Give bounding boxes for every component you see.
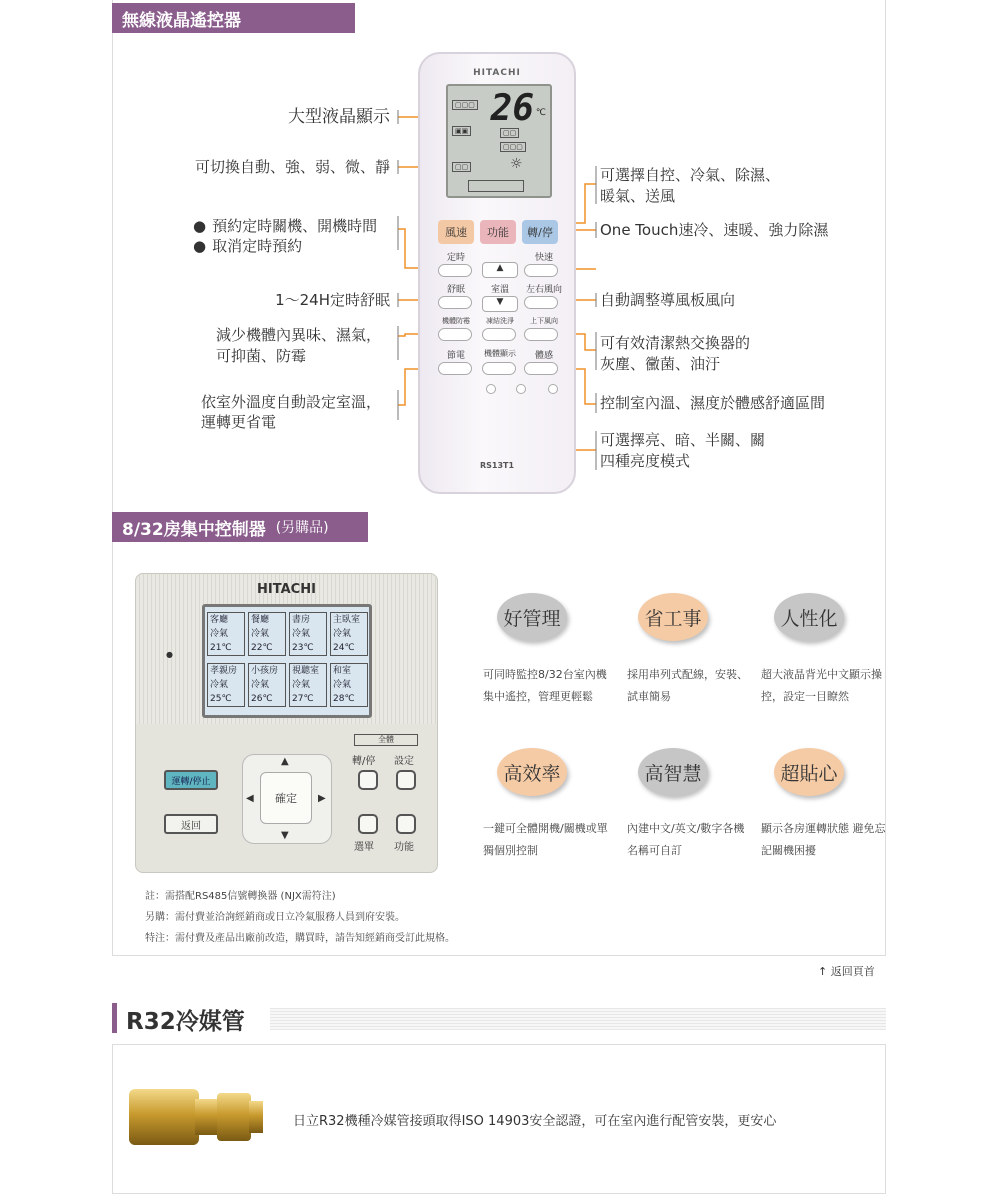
room-mode: 冷氣 xyxy=(251,629,270,639)
header-stripe xyxy=(270,1008,886,1030)
feature-title: 高智慧 xyxy=(644,762,702,785)
room-cell xyxy=(248,663,286,707)
room-cell xyxy=(330,663,368,707)
section-title-text: 無線液晶遙控器 xyxy=(122,10,241,31)
room-mode: 冷氣 xyxy=(210,629,229,639)
feature-circle xyxy=(497,593,567,641)
lcd-icon: ▢▢▢ xyxy=(452,100,478,110)
function-button[interactable] xyxy=(480,220,516,244)
setting-label: 設定 xyxy=(394,756,414,767)
ok-button[interactable] xyxy=(260,772,312,824)
remote-lcd xyxy=(446,84,552,198)
room-name: 書房 xyxy=(292,615,311,625)
func-button[interactable] xyxy=(396,814,416,834)
run-stop-label: 運轉/停止 xyxy=(171,776,211,787)
label-louver: 自動調整導風板風向 xyxy=(600,291,736,309)
room-temp-label: 室溫 xyxy=(490,285,509,295)
wash-label: 凍結洗淨 xyxy=(486,317,514,325)
room-cell xyxy=(330,612,368,656)
all-indicator xyxy=(354,734,418,746)
central-controller xyxy=(135,573,438,873)
feature-circle xyxy=(774,748,844,796)
feature-circle xyxy=(497,748,567,796)
on-off-label: 轉/停 xyxy=(527,226,553,239)
save-label: 節電 xyxy=(446,351,465,361)
label-display-2: 四種亮度模式 xyxy=(600,452,691,470)
quick-label: 快速 xyxy=(534,253,553,263)
on-off-button[interactable] xyxy=(522,220,558,244)
feature-desc: 超大液晶背光中文顯示操控，設定一目瞭然 xyxy=(761,668,882,703)
back-to-top-label: 返回頁首 xyxy=(830,965,875,978)
back-to-top-link[interactable] xyxy=(818,963,875,979)
onoff-button[interactable] xyxy=(358,770,378,790)
room-temp: 26℃ xyxy=(251,694,273,704)
room-cell xyxy=(248,612,286,656)
room-name: 餐廳 xyxy=(251,615,270,625)
label-sleep: 1〜24H定時舒眠 xyxy=(275,291,390,309)
ud-louver-label: 上下風向 xyxy=(530,317,558,325)
arrow-up-icon: ↑ xyxy=(818,965,831,978)
mold-label: 機體防霉 xyxy=(442,317,470,325)
label-display-1: 可選擇亮、暗、半關、關 xyxy=(600,431,766,449)
menu-button[interactable] xyxy=(358,814,378,834)
room-temp: 27℃ xyxy=(292,694,314,704)
brass-fitting-image xyxy=(123,1075,273,1155)
section-controller-title xyxy=(112,512,368,542)
remote-control xyxy=(418,52,576,494)
sleep-label: 舒眠 xyxy=(446,285,465,295)
mold-button[interactable] xyxy=(438,328,472,341)
fan-speed-label: 風速 xyxy=(445,226,467,239)
room-temp: 22℃ xyxy=(251,643,273,653)
note-line: 特注：需付費及產品出廠前改造，購買時，請告知經銷商受訂此規格。 xyxy=(145,933,455,944)
label-mold-1: 減少機體內異味、濕氣， xyxy=(216,326,382,344)
room-name: 視聽室 xyxy=(292,666,320,676)
setting-button[interactable] xyxy=(396,770,416,790)
room-temp: 24℃ xyxy=(333,643,355,653)
timer-label: 定時 xyxy=(446,253,465,263)
run-stop-button[interactable] xyxy=(164,770,218,790)
sleep-button[interactable] xyxy=(438,296,472,309)
room-mode: 冷氣 xyxy=(292,629,311,639)
onoff-label: 轉/停 xyxy=(352,756,376,767)
lcd-unit: ℃ xyxy=(535,108,546,118)
room-temp: 21℃ xyxy=(210,643,232,653)
r32-description: 日立R32機種冷媒管接頭取得ISO 14903安全認證，可在室內進行配管安裝，更安心 xyxy=(293,1114,777,1129)
r32-section-header xyxy=(112,1003,886,1033)
wash-button[interactable] xyxy=(482,328,516,341)
room-temp: 28℃ xyxy=(333,694,355,704)
r32-title: R32冷媒管 xyxy=(126,1009,245,1035)
room-name: 孝親房 xyxy=(210,666,238,676)
sun-icon: ☼ xyxy=(510,156,523,172)
feature-title: 好管理 xyxy=(503,607,561,630)
section-subtitle: (另購品) xyxy=(275,520,329,536)
room-mode: 冷氣 xyxy=(251,680,270,690)
room-name: 客廳 xyxy=(210,615,229,625)
label-mode-2: 暖氣、送風 xyxy=(600,187,676,205)
section-title-text: 8/32房集中控制器 xyxy=(122,519,266,540)
small-round-button[interactable] xyxy=(516,384,526,394)
menu-label: 選單 xyxy=(354,842,374,853)
timer-button[interactable] xyxy=(438,264,472,277)
room-cell xyxy=(207,663,245,707)
all-label: 全體 xyxy=(378,735,394,744)
section-bar xyxy=(112,1003,117,1033)
display-label: 機體顯示 xyxy=(484,349,516,358)
feature-desc: 採用串列式配線，安裝、試車簡易 xyxy=(627,668,748,703)
feature-circle xyxy=(638,748,708,796)
sense-button[interactable] xyxy=(524,362,558,375)
label-mold-2: 可抑菌、防霉 xyxy=(216,347,307,365)
lcd-icon: ▢▢▢ xyxy=(500,142,526,152)
up-arrow-icon[interactable]: ▲ xyxy=(281,756,289,767)
label-wash-1: 可有效清潔熱交換器的 xyxy=(600,334,751,352)
display-button[interactable] xyxy=(482,362,516,375)
room-cell xyxy=(289,612,327,656)
room-cell xyxy=(289,663,327,707)
feature-circle xyxy=(638,593,708,641)
room-temp: 25℃ xyxy=(210,694,232,704)
label-timer-2: ● 取消定時預約 xyxy=(193,236,302,257)
room-mode: 冷氣 xyxy=(210,680,229,690)
label-mode-1: 可選擇自控、冷氣、除濕、 xyxy=(600,166,781,184)
room-mode: 冷氣 xyxy=(333,629,352,639)
room-name: 和室 xyxy=(333,666,352,676)
room-name: 主臥室 xyxy=(333,615,361,625)
r32-pipe-box xyxy=(112,1044,886,1194)
feature-title: 省工事 xyxy=(644,607,702,630)
feature-title: 超貼心 xyxy=(780,762,838,785)
room-mode: 冷氣 xyxy=(292,680,311,690)
feature-circle xyxy=(774,593,844,641)
fan-speed-button[interactable] xyxy=(438,220,474,244)
left-arrow-icon[interactable]: ◀ xyxy=(246,793,254,804)
lcd-temperature: 26 xyxy=(490,88,534,129)
ud-louver-button[interactable] xyxy=(524,328,558,341)
controller-screen xyxy=(202,604,372,718)
feature-desc: 可同時監控8/32台室內機 集中遙控，管理更輕鬆 xyxy=(483,668,607,703)
label-one-touch: One Touch速冷、速暖、強力除濕 xyxy=(600,221,829,239)
room-mode: 冷氣 xyxy=(333,680,352,690)
room-name: 小孩房 xyxy=(251,666,279,676)
ok-label: 確定 xyxy=(275,792,297,805)
down-arrow-button[interactable]: ▼ xyxy=(482,296,518,312)
sense-label: 體感 xyxy=(534,351,553,361)
room-temp: 23℃ xyxy=(292,643,314,653)
lcd-icon: ▢▢ xyxy=(500,128,519,138)
lr-louver-button[interactable] xyxy=(524,296,558,309)
label-fan: 可切換自動、強、弱、微、靜 xyxy=(194,158,390,176)
small-round-button[interactable] xyxy=(548,384,558,394)
func-label: 功能 xyxy=(394,842,414,853)
label-timer-1: ● 預約定時關機、開機時間 xyxy=(193,216,377,237)
quick-button[interactable] xyxy=(524,264,558,277)
feature-desc: 內建中文/英文/數字各機名稱可自訂 xyxy=(627,822,745,857)
right-arrow-icon[interactable]: ▶ xyxy=(318,793,326,804)
note-line: 註：需搭配RS485信號轉換器 (NJX需符注) xyxy=(145,891,336,902)
lcd-icon: ▣▣ xyxy=(452,126,471,136)
small-round-button[interactable] xyxy=(486,384,496,394)
lcd-icon: ▢▢ xyxy=(452,162,471,172)
feature-desc: 一鍵可全體開機/關機或單獨個別控制 xyxy=(483,822,608,857)
remote-model: RS13T1 xyxy=(479,461,515,470)
label-save-2: 運轉更省電 xyxy=(201,413,277,431)
down-arrow-icon[interactable]: ▼ xyxy=(281,830,289,841)
lr-louver-label: 左右風向 xyxy=(525,285,562,295)
note-line: 另購：需付費並洽詢經銷商或日立冷氣服務人員到府安裝。 xyxy=(145,912,405,923)
lcd-icon xyxy=(468,180,524,192)
indicator-dot-icon: ● xyxy=(166,650,173,659)
label-lcd: 大型液晶顯示 xyxy=(288,107,390,127)
function-label: 功能 xyxy=(487,226,509,239)
remote-brand: HITACHI xyxy=(473,68,521,78)
feature-desc: 顯示各房運轉狀態 避免忘記關機困擾 xyxy=(761,822,886,857)
feature-title: 人性化 xyxy=(780,607,838,630)
back-label: 返回 xyxy=(181,820,201,832)
label-save-1: 依室外溫度自動設定室溫， xyxy=(201,393,382,411)
save-button[interactable] xyxy=(438,362,472,375)
back-button[interactable] xyxy=(164,814,218,834)
up-arrow-button[interactable]: ▲ xyxy=(482,262,518,278)
feature-title: 高效率 xyxy=(503,762,561,785)
label-sense: 控制室內溫、濕度於體感舒適區間 xyxy=(600,394,826,412)
controller-brand: HITACHI xyxy=(257,582,316,597)
room-cell xyxy=(207,612,245,656)
label-wash-2: 灰塵、黴菌、油汙 xyxy=(600,355,721,373)
